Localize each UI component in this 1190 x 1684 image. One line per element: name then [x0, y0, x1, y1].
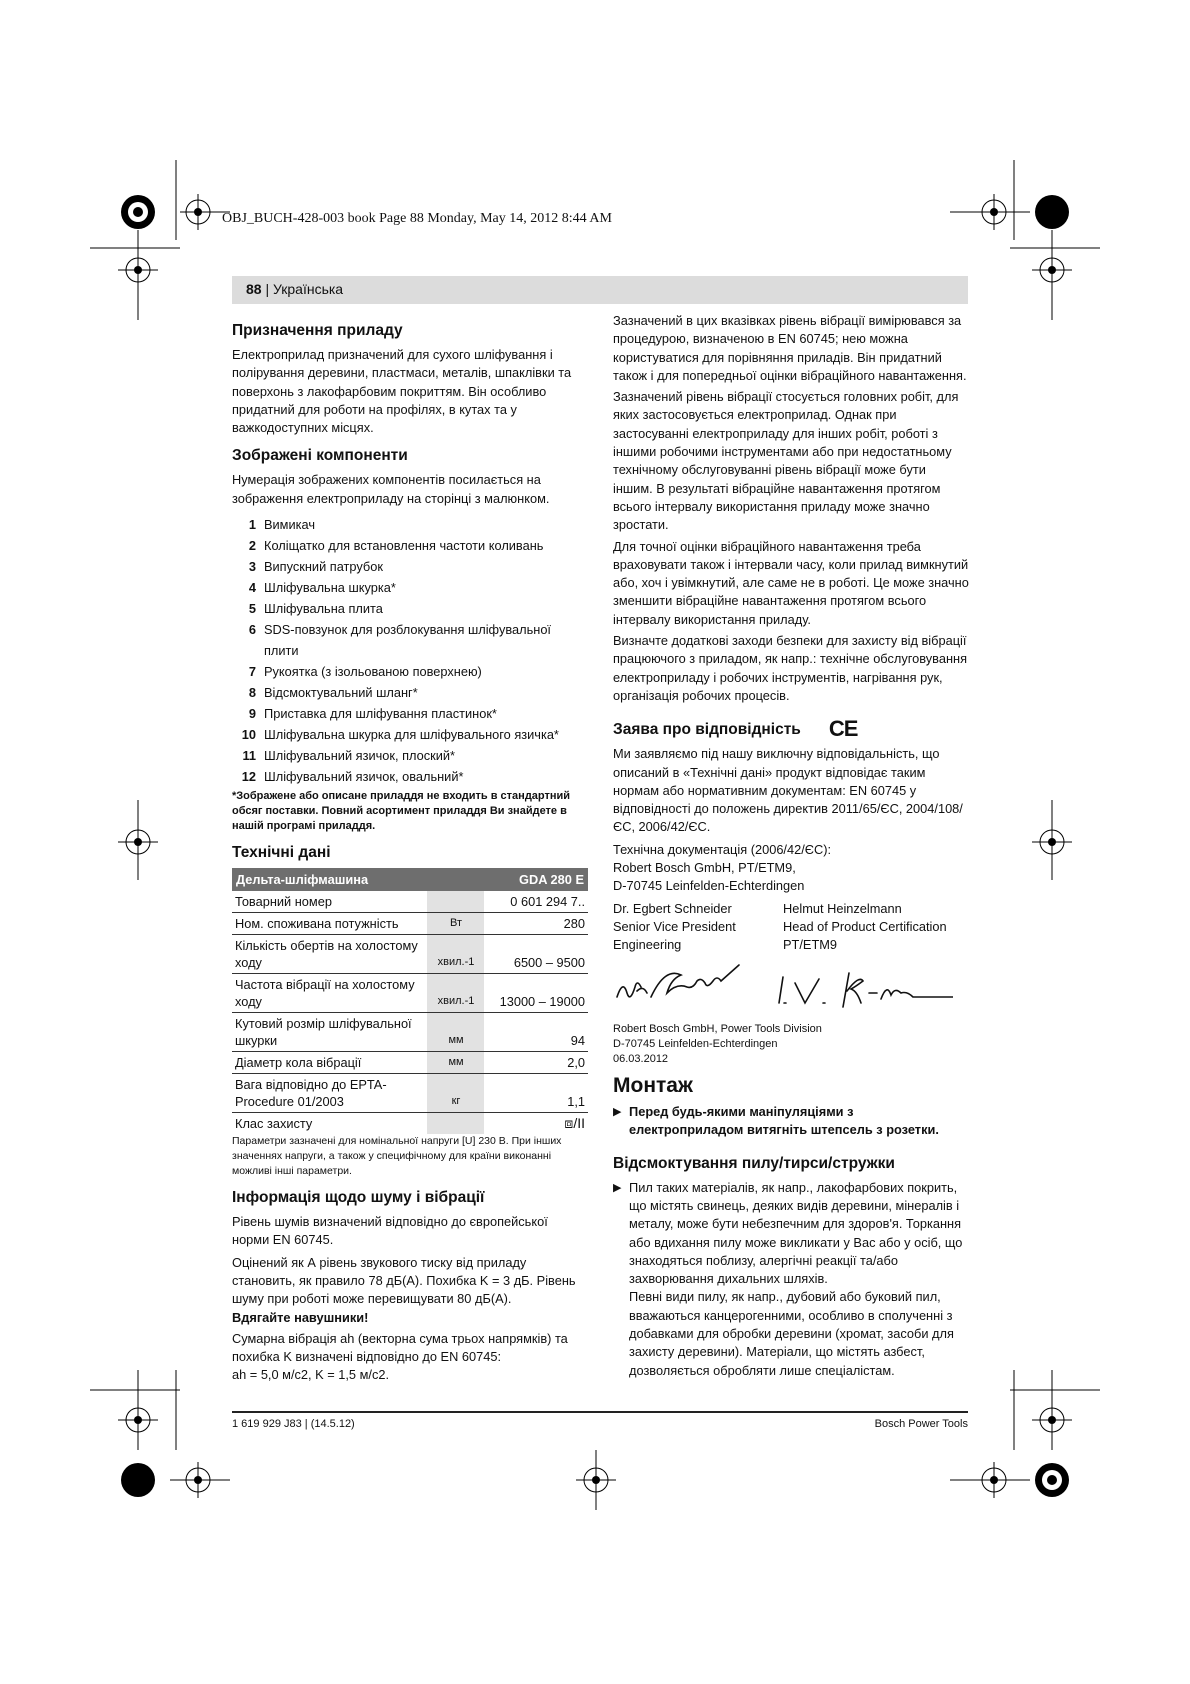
arrow-right-icon: ▶: [613, 1106, 622, 1119]
noise-p1: Рівень шумів визначений відповідно до європейської норми EN 60745.: [232, 1214, 548, 1248]
tech-table: [232, 868, 588, 1134]
list-item: 1 Вимикач: [248, 517, 316, 533]
dust-p2: Певні види пилу, як напр., дубовий або буковий пил, вважаються канцерогенними, особливо в сполученні з добавками для обробки деревини (хромат, засоби для захисту деревини). Матеріали, що містять азбест, дозволяється обробляти лише спеціалістам.: [629, 1289, 954, 1378]
purpose-title: Призначення приладу: [232, 322, 403, 339]
table-header-row: [232, 868, 588, 891]
declaration-title: Заява про відповідність CE: [613, 716, 858, 742]
components-intro: Нумерація зображених компонентів посилається на зображення електроприладу на сторінці з малюнком.: [232, 472, 550, 506]
page-number: 88: [246, 281, 262, 297]
table-row: Ном. споживана потужність Вт 280: [232, 913, 588, 935]
list-item: 7 Рукоятка (з ізольованою поверхнею): [248, 664, 482, 680]
arrow-right-icon: ▶: [613, 1181, 622, 1194]
right-column: [613, 312, 969, 1384]
tech-title: Технічні дані: [232, 844, 331, 862]
print-header: OBJ_BUCH-428-003 book Page 88 Monday, May 14, 2012 8:44 AM: [222, 211, 612, 226]
list-item: 4 Шліфувальна шкурка*: [248, 580, 396, 596]
signer2-title: Head of Product Certification: [783, 918, 947, 934]
list-item: 12 Шліфувальний язичок, овальний*: [241, 769, 464, 785]
signer1-title: Senior Vice President: [613, 918, 736, 934]
components-title: Зображені компоненти: [232, 447, 408, 465]
list-item: 5 Шліфувальна плита: [248, 601, 383, 617]
table-row: Вага відповідно до EPTA-Procedure 01/2003 кг 1,1: [232, 1074, 588, 1113]
assembly-warning: ▶ Перед будь-якими маніпуляціями з електроприладом витягніть штепсель з розетки.: [613, 1103, 969, 1140]
doc-address: D-70745 Leinfelden-Echterdingen: [613, 878, 805, 894]
noise-warning: Вдягайте навушники!: [232, 1309, 369, 1325]
dust-item: [613, 1179, 969, 1380]
footer-rule: [232, 1411, 968, 1413]
tech-note: Параметри зазначені для номінальної напруги [U] 230 В. При інших значеннях напруги, а також у специфічному для країни виконанні можливі інші параметри.: [232, 1135, 562, 1178]
list-item: 6 SDS-повзунок для розблокування шліфувальної плити: [248, 622, 551, 659]
table-header-name: Дельта-шліфмашина: [232, 868, 484, 891]
company-address: D-70745 Leinfelden-Echterdingen: [613, 1037, 778, 1050]
footer-doc-id: 1 619 929 J83 | (14.5.12): [232, 1418, 355, 1430]
signer1-dept: Engineering: [613, 937, 682, 953]
vibration-p2: Зазначений рівень вібрації стосується головних робіт, для яких застосовується електроприлад. Однак при застосуванні електроприладу для інших робіт, роботі з іншими робочими інструментами або при недостатньому технічному обслуговуванні рівень вібрації може бути іншим. В результаті вібраційне навантаження протягом всього інтервалу використання приладу може значно зростати.: [613, 389, 959, 533]
noise-p2: Оцінений як А рівень звукового тиску від приладу становить, як правило 78 дБ(А). Похибка K = 3 дБ. Рівень шуму при роботі може перевищувати 80 дБ(А).: [232, 1254, 576, 1307]
declaration-text: Ми заявляємо під нашу виключну відповідальність, що описаний в «Технічні дані» продукт відповідає таким нормам або нормативним документам: EN 60745 у відповідності до положень директив 2011/65/ЄС, 2004/108/ЄС, 2006/42/ЄС.: [613, 746, 963, 835]
list-item: 3 Випускний патрубок: [248, 559, 383, 575]
noise-p3: Сумарна вібрація ah (векторна сума трьох напрямків) та похибка K визначені відповідно до EN 60745:: [232, 1330, 568, 1365]
purpose-text: Електроприлад призначений для сухого шліфування і полірування деревини, пластмаси, металів, шпаклівки та поверхонь з лакофарбовим покриттям. Він особливо придатний для роботи на профілях, в кутах та у важкодоступних місцях.: [232, 347, 572, 436]
table-row: Товарний номер 0 601 294 7..: [232, 891, 588, 913]
components-list: [232, 514, 588, 787]
list-item: 9 Приставка для шліфування пластинок*: [248, 706, 497, 722]
dust-title: Відсмоктування пилу/тирси/стружки: [613, 1154, 895, 1172]
footer-brand: Bosch Power Tools: [874, 1418, 968, 1430]
language-label: Українська: [273, 281, 344, 297]
doc-company: Robert Bosch GmbH, PT/ETM9,: [613, 860, 796, 876]
list-item: 8 Відсмоктувальний шланг*: [248, 685, 418, 701]
table-row: Частота вібрації на холостому ходу хвил.-1 13000 – 19000: [232, 974, 588, 1013]
vibration-p3: Для точної оцінки вібраційного навантаження треба враховувати також і інтервали часу, коли прилад вимкнутий або, хоч і увімкнутий, але саме не в роботі. Це може значно зменшити вібраційне навантаження протягом всього інтервалу використання приладу.: [613, 538, 969, 627]
list-item: 10 Шліфувальна шкурка для шліфувального язичка*: [241, 727, 559, 743]
table-row: Кількість обертів на холостому ходу хвил.-1 6500 – 9500: [232, 935, 588, 974]
vibration-p1: Зазначений в цих вказівках рівень вібрації вимірювався за процедурою, визначеною в EN 60745; нею можна користуватися для порівняння приладів. Він придатний також і для попередньої оцінки вібраційного навантаження.: [613, 313, 967, 383]
left-column: [232, 312, 588, 1388]
signer1-name: Dr. Egbert Schneider: [613, 900, 732, 916]
ce-mark-icon: CE: [828, 716, 858, 742]
list-item: 2 Коліщатко для встановлення частоти коливань: [248, 538, 544, 554]
vibration-p4: Визначте додаткові заходи безпеки для захисту від вібрації працюючого з приладом, як напр.: технічне обслуговування електроприладу і робочих інструментів, нагрівання рук, організація робочих процесів.: [613, 633, 968, 703]
company-line: Robert Bosch GmbH, Power Tools Division: [613, 1022, 822, 1035]
table-row: Діаметр кола вібрації мм 2,0: [232, 1052, 588, 1074]
signer2-name: Helmut Heinzelmann: [783, 900, 902, 916]
signatures-image: [613, 963, 953, 1013]
noise-values: ah = 5,0 м/с2, K = 1,5 м/с2.: [232, 1367, 390, 1383]
signer-names: [613, 900, 969, 955]
noise-title: Інформація щодо шуму і вібрації: [232, 1189, 485, 1207]
registration-mark-icon: [118, 194, 216, 290]
table-row: Кутовий розмір шліфувальної шкурки мм 94: [232, 1013, 588, 1052]
table-header-model: GDA 280 E: [484, 868, 588, 891]
page-header-bar: 88 | Українська: [232, 276, 968, 304]
dust-p1: Пил таких матеріалів, як напр., лакофарбових покрить, що містять свинець, деяких видів деревини, мінералів і металу, може бути небезпечним для здоров'я. Торкання або вдихання пилу може викликати у Вас або у осіб, що знаходяться поблизу, алергічні реакції та/або захворювання дихальних шляхів.: [629, 1179, 963, 1287]
declaration-date: 06.03.2012: [613, 1052, 669, 1065]
table-row: Клас захисту ⧈/II: [232, 1113, 588, 1135]
components-footnote: *Зображене або описане приладдя не входить в стандартний обсяг поставки. Повний асортимент приладдя Ви знайдете в нашій програмі приладдя.: [232, 790, 571, 833]
signer2-dept: PT/ETM9: [783, 937, 838, 953]
doc-label: Технічна документація (2006/42/ЄС):: [613, 841, 832, 857]
list-item: 11 Шліфувальний язичок, плоский*: [242, 748, 456, 764]
assembly-title: Монтаж: [613, 1073, 693, 1097]
